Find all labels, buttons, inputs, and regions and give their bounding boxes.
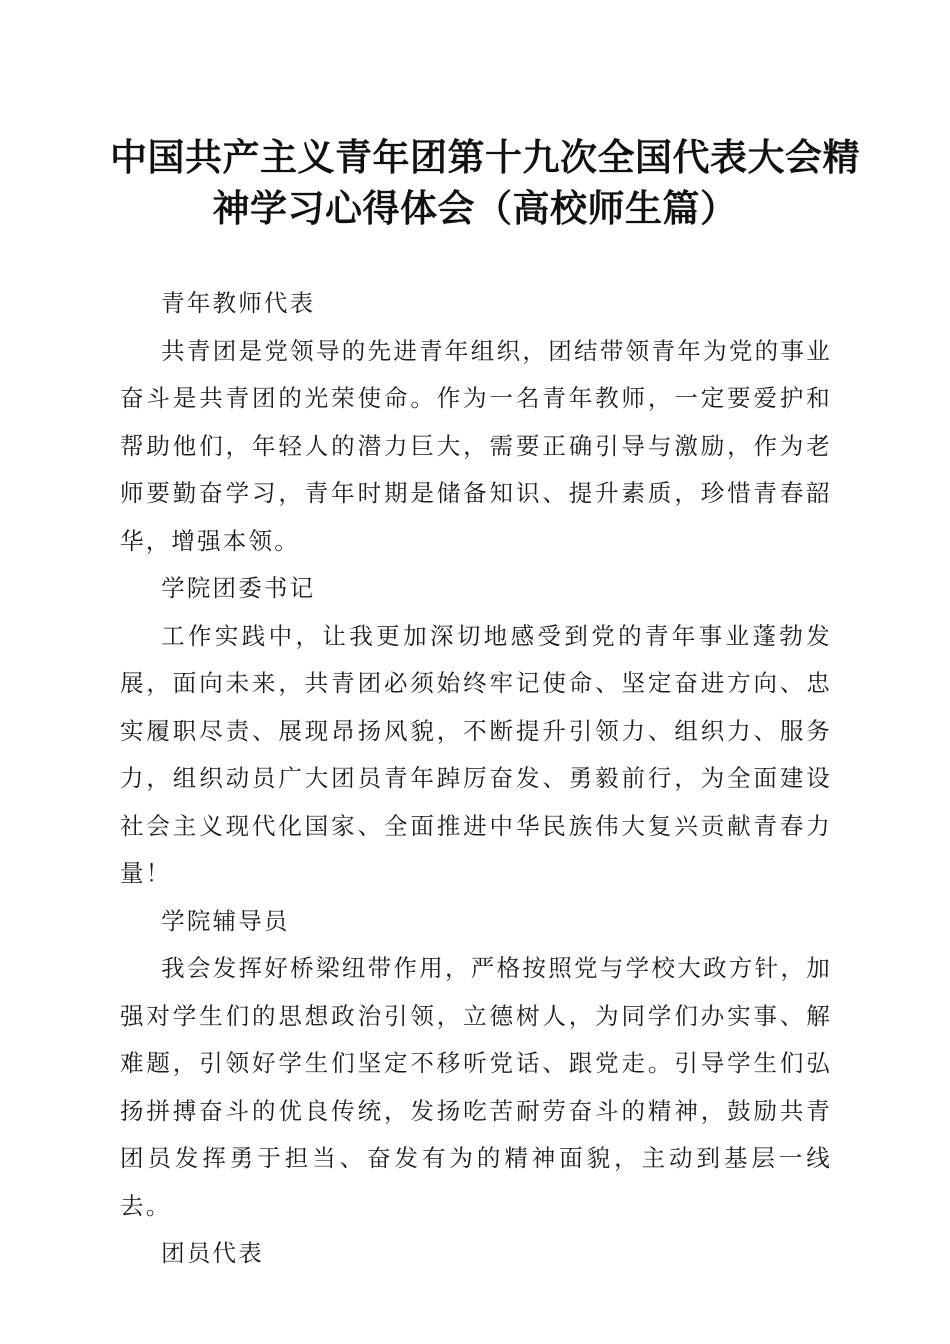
speaker-heading: 青年教师代表 [161, 289, 316, 317]
document-title [110, 132, 860, 234]
document-body [120, 280, 832, 1278]
speaker-heading: 团员代表 [161, 1239, 264, 1267]
title-line-1: 中国共产主义青年团第十九次全国代表大会精 [110, 135, 860, 179]
speaker-paragraph: 共青团是党领导的先进青年组织，团结带领青年为党的事业奋斗是共青团的光荣使命。作为一名青年教师，一定要爱护和帮助他们，年轻人的潜力巨大，需要正确引导与激励，作为老师要勤奋学习，青年时期是储备知识、提升素质，珍惜青春韶华，增强本领。 [120, 336, 832, 555]
speaker-paragraph: 我会发挥好桥梁纽带作用，严格按照党与学校大政方针，加强对学生们的思想政治引领，立德树人，为同学们办实事、解难题，引领好学生们坚定不移听党话、跟党走。引导学生们弘扬拼搏奋斗的优良传统，发扬吃苦耐劳奋斗的精神，鼓励共青团员发挥勇于担当、奋发有为的精神面貌，主动到基层一线去。 [120, 954, 832, 1220]
speaker-paragraph: 工作实践中，让我更加深切地感受到党的青年事业蓬勃发展，面向未来，共青团必须始终牢记使命、坚定奋进方向、忠实履职尽责、展现昂扬风貌，不断提升引领力、组织力、服务力，组织动员广大团员青年踔厉奋发、勇毅前行，为全面建设社会主义现代化国家、全面推进中华民族伟大复兴贡献青春力量！ [120, 621, 832, 887]
title-line-2: 神学习心得体会（高校师生篇） [212, 186, 738, 230]
speaker-heading: 学院辅导员 [161, 906, 290, 935]
speaker-heading: 学院团委书记 [161, 574, 316, 602]
